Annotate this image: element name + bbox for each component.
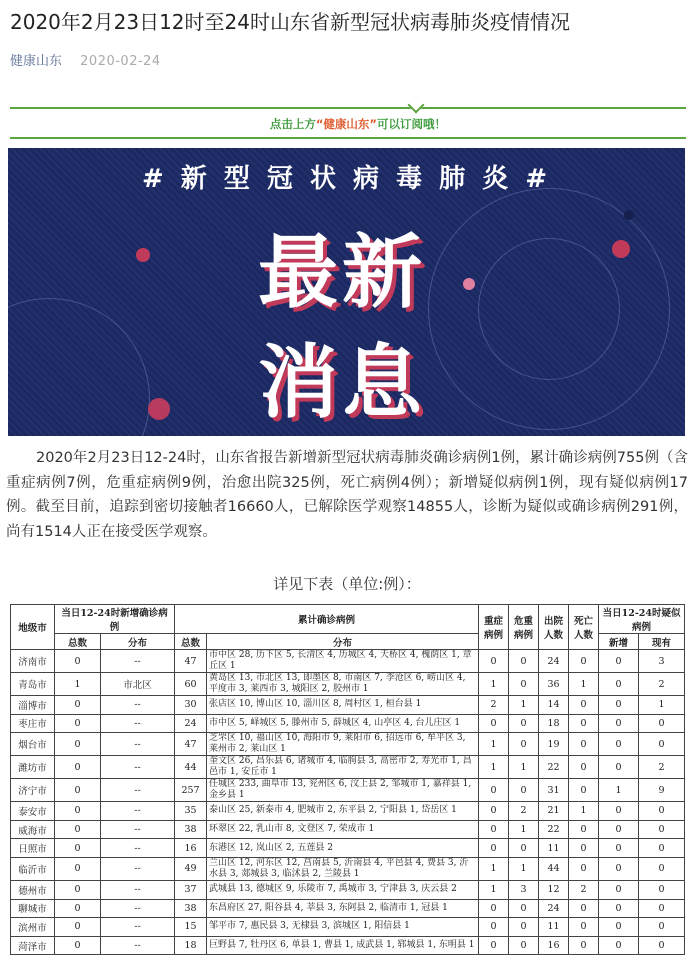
cell-critical: 0 (509, 918, 539, 937)
cell-death: 0 (569, 733, 599, 756)
cell-discharged: 18 (539, 714, 569, 733)
table-row (11, 899, 685, 918)
header-new-dist: 分布 (101, 634, 175, 650)
cell-dist: 兰山区 12, 河东区 12, 莒南县 5, 沂南县 4, 平邑县 4, 费县 3, 沂水县 3, 郯城县 3, 临沭县 2, 兰陵县 1 (207, 857, 479, 880)
cell-cum: 16 (175, 839, 207, 858)
table-row (11, 756, 685, 779)
cell-new: 0 (55, 880, 101, 899)
table-row (11, 857, 685, 880)
cell-critical: 1 (509, 756, 539, 779)
cell-critical: 0 (509, 899, 539, 918)
cell-susp-now: 0 (639, 820, 685, 839)
cell-discharged: 11 (539, 918, 569, 937)
cell-city: 临沂市 (11, 857, 55, 880)
cell-new: 0 (55, 756, 101, 779)
cell-discharged: 14 (539, 696, 569, 715)
cell-critical: 0 (509, 650, 539, 673)
cell-critical: 1 (509, 857, 539, 880)
cell-new: 0 (55, 899, 101, 918)
cell-death: 0 (569, 650, 599, 673)
cell-susp-now: 0 (639, 899, 685, 918)
decor-dot (148, 398, 170, 420)
cell-dist: 东昌府区 27, 阳谷县 4, 莘县 3, 东阿县 2, 临清市 1, 冠县 1 (207, 899, 479, 918)
divider-bottom (10, 137, 686, 139)
cell-cum: 60 (175, 673, 207, 696)
cell-discharged: 12 (539, 880, 569, 899)
cell-dist: 任城区 233, 曲阜市 13, 兖州区 6, 汶上县 2, 邹城市 1, 嘉祥县 1, 金乡县 1 (207, 779, 479, 802)
table-row (11, 696, 685, 715)
cell-cum: 49 (175, 857, 207, 880)
table-row (11, 918, 685, 937)
cell-severe: 0 (479, 820, 509, 839)
cell-cum: 257 (175, 779, 207, 802)
banner-heading: # 新 型 冠 状 病 毒 肺 炎 # (141, 164, 552, 194)
header-cum-dist: 分布 (207, 634, 479, 650)
cell-severe: 1 (479, 673, 509, 696)
cell-susp-now: 0 (639, 880, 685, 899)
cell-discharged: 44 (539, 857, 569, 880)
cell-critical: 2 (509, 802, 539, 821)
cell-susp-now: 0 (639, 839, 685, 858)
cell-susp-new: 0 (599, 714, 639, 733)
cell-dist: 邹平市 7, 惠民县 3, 无棣县 3, 滨城区 1, 阳信县 1 (207, 918, 479, 937)
cell-death: 1 (569, 673, 599, 696)
table-row (11, 820, 685, 839)
decor-dot (624, 210, 634, 220)
case-table (10, 604, 685, 955)
table-row (11, 714, 685, 733)
cell-dist: 武城县 13, 德城区 9, 乐陵市 7, 禹城市 3, 宁津县 3, 庆云县 2 (207, 880, 479, 899)
cell-critical: 0 (509, 839, 539, 858)
cell-critical: 0 (509, 673, 539, 696)
header-cumulative-group: 累计确诊病例 (175, 605, 479, 634)
subscribe-suffix: 可以订阅哦！ (377, 117, 446, 131)
cell-susp-new: 0 (599, 899, 639, 918)
header-critical: 危重病例 (509, 605, 539, 650)
cell-critical: 0 (509, 714, 539, 733)
cell-susp-now: 2 (639, 756, 685, 779)
cell-susp-new: 0 (599, 839, 639, 858)
cell-susp-now: 9 (639, 779, 685, 802)
cell-susp-new: 0 (599, 650, 639, 673)
cell-new-dist: -- (101, 880, 175, 899)
cell-new-dist: -- (101, 839, 175, 858)
cell-severe: 1 (479, 756, 509, 779)
cell-critical: 0 (509, 936, 539, 955)
cell-susp-new: 0 (599, 673, 639, 696)
cell-city: 威海市 (11, 820, 55, 839)
table-row (11, 839, 685, 858)
cell-susp-new: 0 (599, 857, 639, 880)
banner-line-1: 最新 (258, 226, 426, 319)
cell-susp-now: 2 (639, 673, 685, 696)
decor-dot (463, 278, 475, 290)
cell-susp-new: 0 (599, 733, 639, 756)
cell-city: 青岛市 (11, 673, 55, 696)
cell-dist: 环翠区 22, 乳山市 8, 文登区 7, 荣成市 1 (207, 820, 479, 839)
cell-cum: 18 (175, 936, 207, 955)
cell-severe: 1 (479, 857, 509, 880)
cell-severe: 0 (479, 839, 509, 858)
table-row (11, 650, 685, 673)
source-link[interactable]: 健康山东 (10, 54, 63, 69)
cell-susp-now: 0 (639, 714, 685, 733)
cell-new-dist: 市北区 (101, 673, 175, 696)
table-row (11, 779, 685, 802)
cell-city: 菏泽市 (11, 936, 55, 955)
header-new-total: 总数 (55, 634, 101, 650)
cell-new-dist: -- (101, 857, 175, 880)
cell-cum: 30 (175, 696, 207, 715)
table-row (11, 802, 685, 821)
cell-severe: 0 (479, 802, 509, 821)
header-suspect-group: 当日12-24时疑似病例 (599, 605, 685, 634)
cell-susp-new: 0 (599, 696, 639, 715)
cell-severe: 1 (479, 880, 509, 899)
cell-death: 0 (569, 918, 599, 937)
cell-cum: 38 (175, 899, 207, 918)
cell-susp-new: 0 (599, 936, 639, 955)
cell-severe: 0 (479, 650, 509, 673)
cell-new: 0 (55, 839, 101, 858)
cell-new-dist: -- (101, 802, 175, 821)
cell-new: 0 (55, 696, 101, 715)
cell-new: 0 (55, 918, 101, 937)
cell-severe: 2 (479, 696, 509, 715)
cell-new-dist: -- (101, 820, 175, 839)
cell-city: 泰安市 (11, 802, 55, 821)
cell-susp-new: 0 (599, 802, 639, 821)
cell-susp-now: 0 (639, 918, 685, 937)
cell-new: 0 (55, 857, 101, 880)
cell-discharged: 31 (539, 779, 569, 802)
cell-new-dist: -- (101, 899, 175, 918)
header-new-group: 当日12-24时新增确诊病例 (55, 605, 175, 634)
cell-new-dist: -- (101, 936, 175, 955)
cell-new: 1 (55, 673, 101, 696)
cell-cum: 47 (175, 733, 207, 756)
cell-discharged: 11 (539, 839, 569, 858)
cell-severe: 0 (479, 899, 509, 918)
publish-date: 2020-02-24 (80, 54, 161, 69)
cell-city: 潍坊市 (11, 756, 55, 779)
summary-paragraph: 2020年2月23日12-24时，山东省报告新增新型冠状病毒肺炎确诊病例1例，累计确诊病例755例（含重症病例7例，危重症病例9例，治愈出院325例，死亡病例4例）；新增疑似病例1例，现有疑似病例17例。截至目前，追踪到密切接触者16660人，已解除医学观察14855人，诊断为疑似或确诊病例291例，尚有1514人正在接受医学观察。 (6, 450, 688, 540)
cell-new: 0 (55, 802, 101, 821)
cell-death: 0 (569, 714, 599, 733)
decor-dot (136, 248, 150, 262)
decor-dot (612, 240, 630, 258)
cell-new-dist: -- (101, 756, 175, 779)
header-death: 死亡人数 (569, 605, 599, 650)
cell-city: 烟台市 (11, 733, 55, 756)
banner-line-2: 消息 (258, 336, 426, 429)
header-severe: 重症病例 (479, 605, 509, 650)
cell-dist: 泰山区 25, 新泰市 4, 肥城市 2, 东平县 2, 宁阳县 1, 岱岳区 1 (207, 802, 479, 821)
header-discharged: 出院人数 (539, 605, 569, 650)
cell-severe: 0 (479, 714, 509, 733)
cell-discharged: 36 (539, 673, 569, 696)
subscribe-prefix: 点击上方 (269, 117, 316, 131)
subscribe-account: “健康山东” (315, 117, 377, 131)
cell-critical: 1 (509, 820, 539, 839)
cell-discharged: 24 (539, 899, 569, 918)
cell-critical: 1 (509, 696, 539, 715)
cell-death: 1 (569, 802, 599, 821)
news-banner-image (8, 148, 685, 436)
cell-city: 枣庄市 (11, 714, 55, 733)
cell-death: 0 (569, 820, 599, 839)
header-cum-total: 总数 (175, 634, 207, 650)
cell-city: 聊城市 (11, 899, 55, 918)
cell-discharged: 24 (539, 650, 569, 673)
cell-susp-now: 0 (639, 936, 685, 955)
cell-cum: 37 (175, 880, 207, 899)
cell-death: 0 (569, 899, 599, 918)
cell-new: 0 (55, 733, 101, 756)
header-city: 地级市 (11, 605, 55, 650)
cell-severe: 0 (479, 936, 509, 955)
cell-death: 0 (569, 696, 599, 715)
cell-discharged: 22 (539, 820, 569, 839)
cell-susp-now: 0 (639, 733, 685, 756)
cell-city: 日照市 (11, 839, 55, 858)
cell-discharged: 22 (539, 756, 569, 779)
cell-death: 0 (569, 756, 599, 779)
cell-cum: 38 (175, 820, 207, 839)
cell-new-dist: -- (101, 696, 175, 715)
article-title: 2020年2月23日12时至24时山东省新型冠状病毒肺炎疫情情况 (10, 10, 570, 34)
cell-new: 0 (55, 936, 101, 955)
cell-new-dist: -- (101, 714, 175, 733)
cell-dist: 张店区 10, 博山区 10, 淄川区 8, 周村区 1, 桓台县 1 (207, 696, 479, 715)
cell-susp-now: 0 (639, 802, 685, 821)
header-suspect-new: 新增 (599, 634, 639, 650)
cell-death: 0 (569, 857, 599, 880)
cell-critical: 0 (509, 779, 539, 802)
cell-death: 0 (569, 839, 599, 858)
cell-susp-new: 0 (599, 756, 639, 779)
cell-new: 0 (55, 714, 101, 733)
cell-critical: 3 (509, 880, 539, 899)
cell-discharged: 21 (539, 802, 569, 821)
cell-discharged: 16 (539, 936, 569, 955)
table-row (11, 733, 685, 756)
cell-dist: 市中区 28, 历下区 5, 长清区 4, 历城区 4, 天桥区 4, 槐荫区 1, 章丘区 1 (207, 650, 479, 673)
cell-dist: 黄岛区 13, 市北区 13, 即墨区 8, 市南区 7, 李沧区 6, 崂山区 4, 平度市 3, 莱西市 3, 城阳区 2, 胶州市 1 (207, 673, 479, 696)
cell-severe: 0 (479, 779, 509, 802)
cell-dist: 市中区 5, 峄城区 5, 滕州市 5, 薛城区 4, 山亭区 4, 台儿庄区 1 (207, 714, 479, 733)
subscribe-prompt[interactable] (270, 116, 446, 132)
cell-cum: 24 (175, 714, 207, 733)
cell-cum: 47 (175, 650, 207, 673)
cell-discharged: 19 (539, 733, 569, 756)
cell-severe: 0 (479, 918, 509, 937)
chevron-down-icon (408, 97, 425, 114)
cell-dist: 芝罘区 10, 福山区 10, 海阳市 9, 莱阳市 6, 招远市 6, 牟平区 3, 莱州市 2, 莱山区 1 (207, 733, 479, 756)
header-suspect-now: 现有 (639, 634, 685, 650)
cell-dist: 巨野县 7, 牡丹区 6, 单县 1, 曹县 1, 成武县 1, 郓城县 1, 东明县 1 (207, 936, 479, 955)
cell-cum: 15 (175, 918, 207, 937)
cell-susp-new: 1 (599, 779, 639, 802)
cell-new-dist: -- (101, 733, 175, 756)
cell-susp-new: 0 (599, 820, 639, 839)
table-caption: 详见下表（单位:例）： (273, 575, 421, 593)
cell-death: 0 (569, 936, 599, 955)
table-row (11, 673, 685, 696)
cell-severe: 1 (479, 733, 509, 756)
cell-new: 0 (55, 820, 101, 839)
cell-cum: 44 (175, 756, 207, 779)
cell-new-dist: -- (101, 918, 175, 937)
cell-city: 淄博市 (11, 696, 55, 715)
cell-city: 济宁市 (11, 779, 55, 802)
cell-critical: 0 (509, 733, 539, 756)
cell-dist: 东港区 12, 岚山区 2, 五莲县 2 (207, 839, 479, 858)
cell-susp-now: 1 (639, 696, 685, 715)
decor-circle (478, 238, 620, 380)
cell-dist: 奎文区 26, 昌乐县 6, 诸城市 4, 临朐县 3, 高密市 2, 寿光市 1, 昌邑市 1, 安丘市 1 (207, 756, 479, 779)
divider-top (10, 107, 686, 109)
cell-city: 济南市 (11, 650, 55, 673)
decor-circle (8, 298, 150, 436)
cell-susp-now: 3 (639, 650, 685, 673)
cell-death: 2 (569, 880, 599, 899)
cell-susp-new: 0 (599, 918, 639, 937)
cell-new: 0 (55, 650, 101, 673)
table-row (11, 936, 685, 955)
cell-city: 滨州市 (11, 918, 55, 937)
article-meta (10, 50, 161, 69)
cell-susp-new: 0 (599, 880, 639, 899)
cell-death: 0 (569, 779, 599, 802)
cell-new: 0 (55, 779, 101, 802)
cell-cum: 35 (175, 802, 207, 821)
cell-new-dist: -- (101, 779, 175, 802)
cell-susp-now: 0 (639, 857, 685, 880)
table-row (11, 880, 685, 899)
cell-new-dist: -- (101, 650, 175, 673)
cell-city: 德州市 (11, 880, 55, 899)
